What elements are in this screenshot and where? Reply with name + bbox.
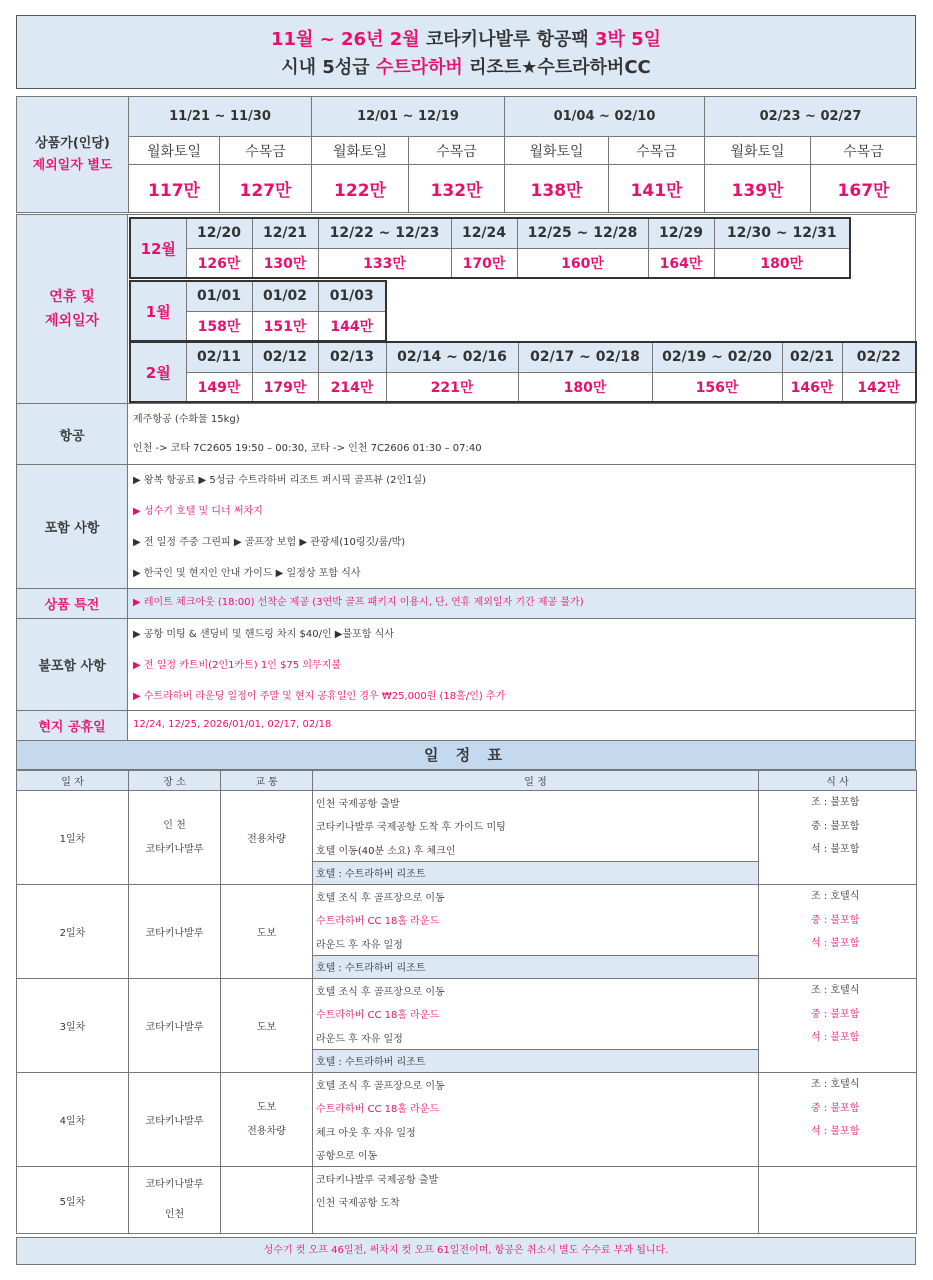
title-product: 코타키나발루 항공팩: [419, 29, 595, 50]
itinerary-item: 체크 아웃 후 자유 일정: [313, 1120, 759, 1144]
meals-cell: [759, 1167, 917, 1234]
include-item: ▶ 왕복 항공료 ▶ 5성급 수트라하버 리조트 퍼시픽 골프뷰 (2인1실): [133, 475, 427, 486]
holiday-price: 180만: [518, 372, 652, 402]
holiday-date: 01/01: [186, 281, 252, 311]
day-cell: 3일차: [17, 979, 129, 1073]
footer-note: 성수기 컷 오프 46일전, 써차지 컷 오프 61일전이며, 항공은 취소시 별도 수수료 부과 됩니다.: [16, 1237, 916, 1265]
period-header: 12/01 ~ 12/19: [312, 97, 505, 137]
holiday-price: 164만: [648, 248, 714, 278]
local-holiday-row: [16, 711, 916, 741]
title-line-1: [17, 25, 915, 53]
meal-line: 중 : 불포함: [811, 820, 860, 832]
itinerary-item: [313, 1214, 759, 1234]
table-row: [17, 1167, 917, 1191]
holiday-date: 02/12: [252, 342, 318, 372]
holiday-label-line: 제외일자: [44, 313, 100, 329]
holiday-price: 179만: [252, 372, 318, 402]
exclude-item: ▶ 전 일정 카트비(2인1카트) 1인 $75 의무지불: [133, 660, 341, 671]
page-title-box: [16, 15, 916, 89]
include-label: 포함 사항: [17, 465, 128, 588]
transport-line: 전용차량: [247, 1125, 286, 1137]
price-cell: 139만: [705, 165, 811, 213]
itinerary-item: 인천 국제공항 출발: [313, 791, 759, 815]
special-label: 상품 특전: [17, 589, 128, 618]
title-period: 11월 ~ 26년 2월: [270, 29, 420, 50]
meals-cell: [759, 979, 917, 1073]
weekday-cell: 수목금: [609, 137, 705, 165]
holiday-price: 146만: [782, 372, 842, 402]
holiday-date: 12/20: [186, 218, 252, 248]
day-cell: 2일차: [17, 885, 129, 979]
exclude-label: 불포함 사항: [17, 619, 128, 710]
transport-cell: [221, 1073, 313, 1167]
holiday-date: 02/17 ~ 02/18: [518, 342, 652, 372]
itinerary-item: 코타키나발루 국제공항 도착 후 가이드 미팅: [313, 814, 759, 838]
itinerary-item: 코타키나발루 국제공항 출발: [313, 1167, 759, 1191]
meal-line: 조 : 호텔식: [811, 985, 860, 996]
schedule-header-meals: 식 사: [759, 771, 917, 791]
schedule-header-transport: 교 통: [221, 771, 313, 791]
place-line: 코타키나발루: [145, 843, 204, 855]
holiday-table-dec: [129, 217, 851, 279]
meals-cell: [759, 1073, 917, 1167]
price-cell: 122만: [312, 165, 409, 213]
holiday-label: [17, 215, 128, 403]
holiday-label-line: 연휴 및: [49, 289, 95, 305]
holiday-price: 170만: [451, 248, 517, 278]
itinerary-item: 인천 국제공항 도착: [313, 1190, 759, 1214]
holiday-price: 151만: [252, 311, 318, 341]
exclude-item: ▶ 공항 미팅 & 샌딩비 및 핸드링 차지 $40/인 ▶불포함 식사: [133, 629, 394, 640]
meal-line: 석 : 불포함: [811, 844, 860, 855]
holiday-section: [16, 214, 916, 404]
meal-line: 석 : 불포함: [811, 938, 860, 949]
meal-line: 중 : 불포함: [811, 914, 860, 926]
meal-line: 조 : 호텔식: [811, 1079, 860, 1090]
holiday-date: 02/22: [842, 342, 916, 372]
meal-line: 중 : 불포함: [811, 1102, 860, 1114]
hotel-line: 호텔 : 수트라하버 리조트: [313, 955, 759, 979]
itinerary-item: 호텔 이동(40분 소요) 후 체크인: [313, 838, 759, 862]
transport-cell: 도보: [221, 979, 313, 1073]
price-label-main: 상품가(인당): [35, 135, 110, 151]
day-cell: 4일차: [17, 1073, 129, 1167]
meal-line: 조 : 불포함: [811, 797, 860, 808]
holiday-date: 12/30 ~ 12/31: [714, 218, 850, 248]
holiday-date: 12/29: [648, 218, 714, 248]
holiday-price: 221만: [386, 372, 518, 402]
meals-cell: [759, 791, 917, 885]
schedule-header-itinerary: 일 정: [313, 771, 759, 791]
transport-cell: 도보: [221, 885, 313, 979]
table-row: [17, 791, 917, 815]
meals-cell: [759, 885, 917, 979]
weekday-cell: 수목금: [220, 137, 312, 165]
place-line: 인 천: [163, 819, 186, 831]
transport-cell: 전용차량: [221, 791, 313, 885]
price-label: [17, 97, 129, 213]
holiday-table-jan: [129, 280, 387, 342]
title-resort: 수트라하버: [375, 57, 463, 78]
month-label: 12월: [130, 218, 186, 278]
itinerary-item: 호텔 조식 후 골프장으로 이동: [313, 885, 759, 909]
meal-line: 석 : 불포함: [811, 1032, 860, 1043]
schedule-title: 일 정 표: [16, 740, 916, 770]
itinerary-item: 호텔 조식 후 골프장으로 이동: [313, 979, 759, 1003]
weekday-cell: 수목금: [811, 137, 917, 165]
itinerary-item: 공항으로 이동: [313, 1143, 759, 1167]
table-row: [17, 885, 917, 909]
holiday-price: 144만: [318, 311, 386, 341]
holiday-date: 02/13: [318, 342, 386, 372]
holiday-date: 02/14 ~ 02/16: [386, 342, 518, 372]
day-cell: 5일차: [17, 1167, 129, 1234]
day-cell: 1일차: [17, 791, 129, 885]
title-line-2: [17, 53, 915, 83]
meal-line: 중 : 불포함: [811, 1008, 860, 1020]
price-cell: 117만: [129, 165, 220, 213]
schedule-header-day: 일 자: [17, 771, 129, 791]
table-row: [17, 979, 917, 1003]
weekday-cell: 월화토일: [312, 137, 409, 165]
holiday-price: 149만: [186, 372, 252, 402]
schedule-header-place: 장 소: [129, 771, 221, 791]
weekday-cell: 수목금: [409, 137, 505, 165]
period-header: 02/23 ~ 02/27: [705, 97, 917, 137]
transport-cell: [221, 1167, 313, 1234]
price-cell: 138만: [505, 165, 609, 213]
include-row: [16, 465, 916, 589]
holiday-date: 12/21: [252, 218, 318, 248]
transport-line: 도보: [256, 1101, 277, 1113]
price-cell: 132만: [409, 165, 505, 213]
holiday-price: 133만: [318, 248, 451, 278]
holiday-date: 12/25 ~ 12/28: [517, 218, 648, 248]
place-cell: [129, 791, 221, 885]
hotel-line: 호텔 : 수트라하버 리조트: [313, 861, 759, 885]
place-cell: 코타키나발루: [129, 1073, 221, 1167]
holiday-date: 02/21: [782, 342, 842, 372]
holiday-date: 01/03: [318, 281, 386, 311]
price-cell: 167만: [811, 165, 917, 213]
holiday-date: 12/24: [451, 218, 517, 248]
holiday-price: 214만: [318, 372, 386, 402]
period-header: 11/21 ~ 11/30: [129, 97, 312, 137]
place-line: 인천: [164, 1209, 185, 1220]
special-row: [16, 589, 916, 619]
include-item: ▶ 성수기 호텔 및 디너 써차지: [133, 506, 263, 517]
itinerary-item: 수트라하버 CC 18홀 라운드: [313, 1096, 759, 1120]
hotel-line: 호텔 : 수트라하버 리조트: [313, 1049, 759, 1073]
local-holiday-label: 현지 공휴일: [17, 711, 128, 740]
holiday-price: 160만: [517, 248, 648, 278]
holiday-price: 180만: [714, 248, 850, 278]
flight-schedule: 인천 -> 코타 7C2605 19:50 – 00:30, 코타 -> 인천 7C2606 01:30 – 07:40: [133, 443, 482, 454]
place-cell: [129, 1167, 221, 1234]
price-table: [16, 96, 917, 213]
month-label: 1월: [130, 281, 186, 341]
title-grade: 시내 5성급: [281, 57, 376, 78]
period-header: 01/04 ~ 02/10: [505, 97, 705, 137]
flight-label: 항공: [17, 404, 128, 464]
itinerary-item: 수트라하버 CC 18홀 라운드: [313, 908, 759, 932]
holiday-price: 142만: [842, 372, 916, 402]
include-item: ▶ 전 일정 주중 그린피 ▶ 골프장 보험 ▶ 관광세(10링깃/룸/박): [133, 537, 406, 548]
table-row: [17, 1073, 917, 1097]
flight-row: [16, 404, 916, 465]
holiday-price: 156만: [652, 372, 782, 402]
holiday-price: 130만: [252, 248, 318, 278]
price-label-note: 제외일자 별도: [32, 157, 113, 173]
holiday-table-feb: [129, 341, 917, 403]
title-duration: 3박 5일: [594, 29, 662, 50]
holiday-date: 02/11: [186, 342, 252, 372]
weekday-cell: 월화토일: [505, 137, 609, 165]
itinerary-item: 호텔 조식 후 골프장으로 이동: [313, 1073, 759, 1097]
place-cell: 코타키나발루: [129, 885, 221, 979]
weekday-cell: 월화토일: [129, 137, 220, 165]
itinerary-item: 라운드 후 자유 일정: [313, 1026, 759, 1050]
place-cell: 코타키나발루: [129, 979, 221, 1073]
holiday-date: 02/19 ~ 02/20: [652, 342, 782, 372]
schedule-table: [16, 770, 917, 1234]
weekday-cell: 월화토일: [705, 137, 811, 165]
exclude-row: [16, 619, 916, 711]
holiday-price: 126만: [186, 248, 252, 278]
holiday-price: 158만: [186, 311, 252, 341]
itinerary-item: 수트라하버 CC 18홀 라운드: [313, 1002, 759, 1026]
price-cell: 127만: [220, 165, 312, 213]
include-item: ▶ 한국인 및 현지인 안내 가이드 ▶ 일정상 포함 식사: [133, 568, 361, 579]
title-resort-cc: 리조트★수트라하버CC: [462, 57, 651, 78]
place-line: 코타키나발루: [145, 1179, 204, 1190]
exclude-item: ▶ 수트라하버 라운딩 일정이 주말 및 현지 공휴일인 경우 ₩25,000원 (18홀/인) 추가: [133, 691, 506, 702]
flight-airline: 제주항공 (수화물 15kg): [133, 414, 240, 425]
meal-line: 석 : 불포함: [811, 1126, 860, 1137]
itinerary-item: 라운드 후 자유 일정: [313, 932, 759, 956]
holiday-date: 01/02: [252, 281, 318, 311]
local-holiday-dates: 12/24, 12/25, 2026/01/01, 02/17, 02/18: [133, 719, 332, 730]
special-item: ▶ 레이트 체크아웃 (18:00) 선착순 제공 (3연박 골프 패키지 이용시, 단, 연휴 제외일자 기간 제공 불가): [133, 597, 584, 608]
month-label: 2월: [130, 342, 186, 402]
meal-line: 조 : 호텔식: [811, 891, 860, 902]
holiday-date: 12/22 ~ 12/23: [318, 218, 451, 248]
price-cell: 141만: [609, 165, 705, 213]
